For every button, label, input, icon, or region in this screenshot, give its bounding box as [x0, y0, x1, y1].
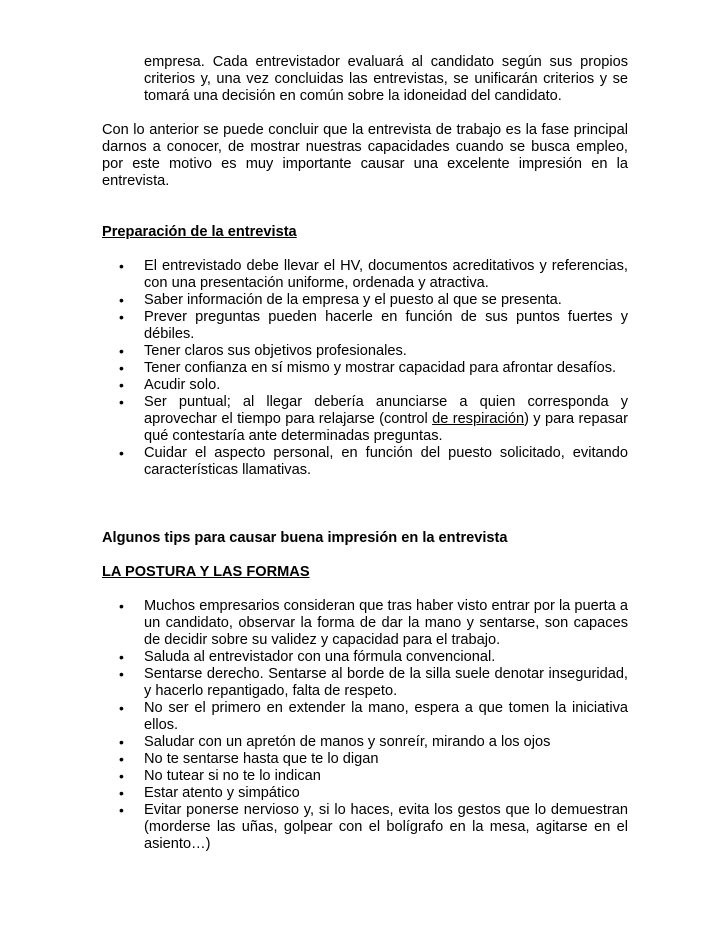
list-item [102, 377, 628, 394]
list-item [102, 292, 628, 309]
list-item [102, 768, 628, 785]
preparation-heading: Preparación de la entrevista [102, 224, 297, 240]
spacer [102, 190, 628, 224]
bullet-icon: • [119, 649, 124, 665]
list-item-text: Sentarse derecho. Sentarse al borde de la silla suele denotar inseguridad, y hacerlo repantigado, falta de respeto. [144, 666, 628, 699]
tips-list [102, 598, 628, 853]
list-item [102, 394, 628, 445]
spacer [102, 581, 628, 598]
list-item-text: Evitar ponerse nervioso y, si lo haces, evita los gestos que lo demuestran (morderse las uñas, golpear con el bolígrafo en la mesa, agitarse en el asiento…) [144, 802, 628, 852]
list-item [102, 700, 628, 734]
tips-subheading: LA POSTURA Y LAS FORMAS [102, 564, 310, 580]
bullet-icon: • [119, 309, 124, 325]
spacer [102, 479, 628, 530]
list-item-text: Saludar con un apretón de manos y sonreír, mirando a los ojos [144, 734, 551, 750]
list-item [102, 445, 628, 479]
list-item [102, 649, 628, 666]
intro-continuation: empresa. Cada entrevistador evaluará al candidato según sus propios criterios y, una vez concluidas las entrevistas, se unificarán criterios y se tomará una decisión en común sobre la idoneidad del candidato. [144, 54, 628, 104]
intro-conclusion: Con lo anterior se puede concluir que la entrevista de trabajo es la fase principal darnos a conocer, de mostrar nuestras capacidades cuando se busca empleo, por este motivo es muy importante causar una excelente impresión en la entrevista. [102, 122, 628, 189]
list-item-text: Tener confianza en sí mismo y mostrar capacidad para afrontar desafíos. [144, 360, 617, 376]
bullet-icon: • [119, 598, 124, 614]
list-item [102, 360, 628, 377]
list-item-text: Saluda al entrevistador con una fórmula convencional. [144, 649, 496, 665]
tips-heading: Algunos tips para causar buena impresión en la entrevista [102, 530, 508, 546]
list-item [102, 598, 628, 649]
bullet-icon: • [119, 700, 124, 716]
list-item [102, 785, 628, 802]
bullet-icon: • [119, 785, 124, 801]
spacer [102, 105, 628, 122]
list-item-text: Muchos empresarios consideran que tras haber visto entrar por la puerta a un candidato, observar la forma de dar la mano y sentarse, son capaces de decidir sobre su validez y capacidad para el trabajo. [144, 598, 628, 648]
list-item-text: Tener claros sus objetivos profesionales. [144, 343, 407, 359]
bullet-icon: • [119, 394, 124, 410]
list-item-text: Saber información de la empresa y el puesto al que se presenta. [144, 292, 562, 308]
punctual-text-before: Ser puntual; al llegar debería anunciarse a quien corresponda y aprovechar el tiempo para relajarse (control [144, 394, 628, 427]
list-item [102, 258, 628, 292]
list-item-text: Acudir solo. [144, 377, 221, 393]
list-item-text: No te sentarse hasta que te lo digan [144, 751, 379, 767]
breathing-control-link[interactable]: de respiración [432, 411, 525, 427]
list-item [102, 751, 628, 768]
list-item [102, 734, 628, 751]
preparation-list [102, 258, 628, 479]
list-item [102, 802, 628, 853]
list-item-text: Cuidar el aspecto personal, en función del puesto solicitado, evitando características llamativas. [144, 445, 628, 478]
document-page [102, 54, 628, 853]
bullet-icon: • [119, 802, 124, 818]
list-item-text: Prever preguntas pueden hacerle en función de sus puntos fuertes y débiles. [144, 309, 628, 342]
list-item [102, 309, 628, 343]
punctual-text-after: ) y para repasar qué contestaría ante determinadas preguntas. [144, 411, 628, 444]
bullet-icon: • [119, 734, 124, 750]
bullet-icon: • [119, 445, 124, 461]
bullet-icon: • [119, 292, 124, 308]
list-item-text: No ser el primero en extender la mano, espera a que tomen la iniciativa ellos. [144, 700, 628, 733]
bullet-icon: • [119, 258, 124, 274]
bullet-icon: • [119, 768, 124, 784]
list-item-text: No tutear si no te lo indican [144, 768, 321, 784]
list-item [102, 666, 628, 700]
spacer [102, 547, 628, 564]
bullet-icon: • [119, 751, 124, 767]
bullet-icon: • [119, 666, 124, 682]
bullet-icon: • [119, 343, 124, 359]
bullet-icon: • [119, 360, 124, 376]
spacer [102, 241, 628, 258]
list-item-text: Estar atento y simpático [144, 785, 300, 801]
list-item [102, 343, 628, 360]
bullet-icon: • [119, 377, 124, 393]
list-item-text: El entrevistado debe llevar el HV, documentos acreditativos y referencias, con una presentación uniforme, ordenada y atractiva. [144, 258, 628, 291]
